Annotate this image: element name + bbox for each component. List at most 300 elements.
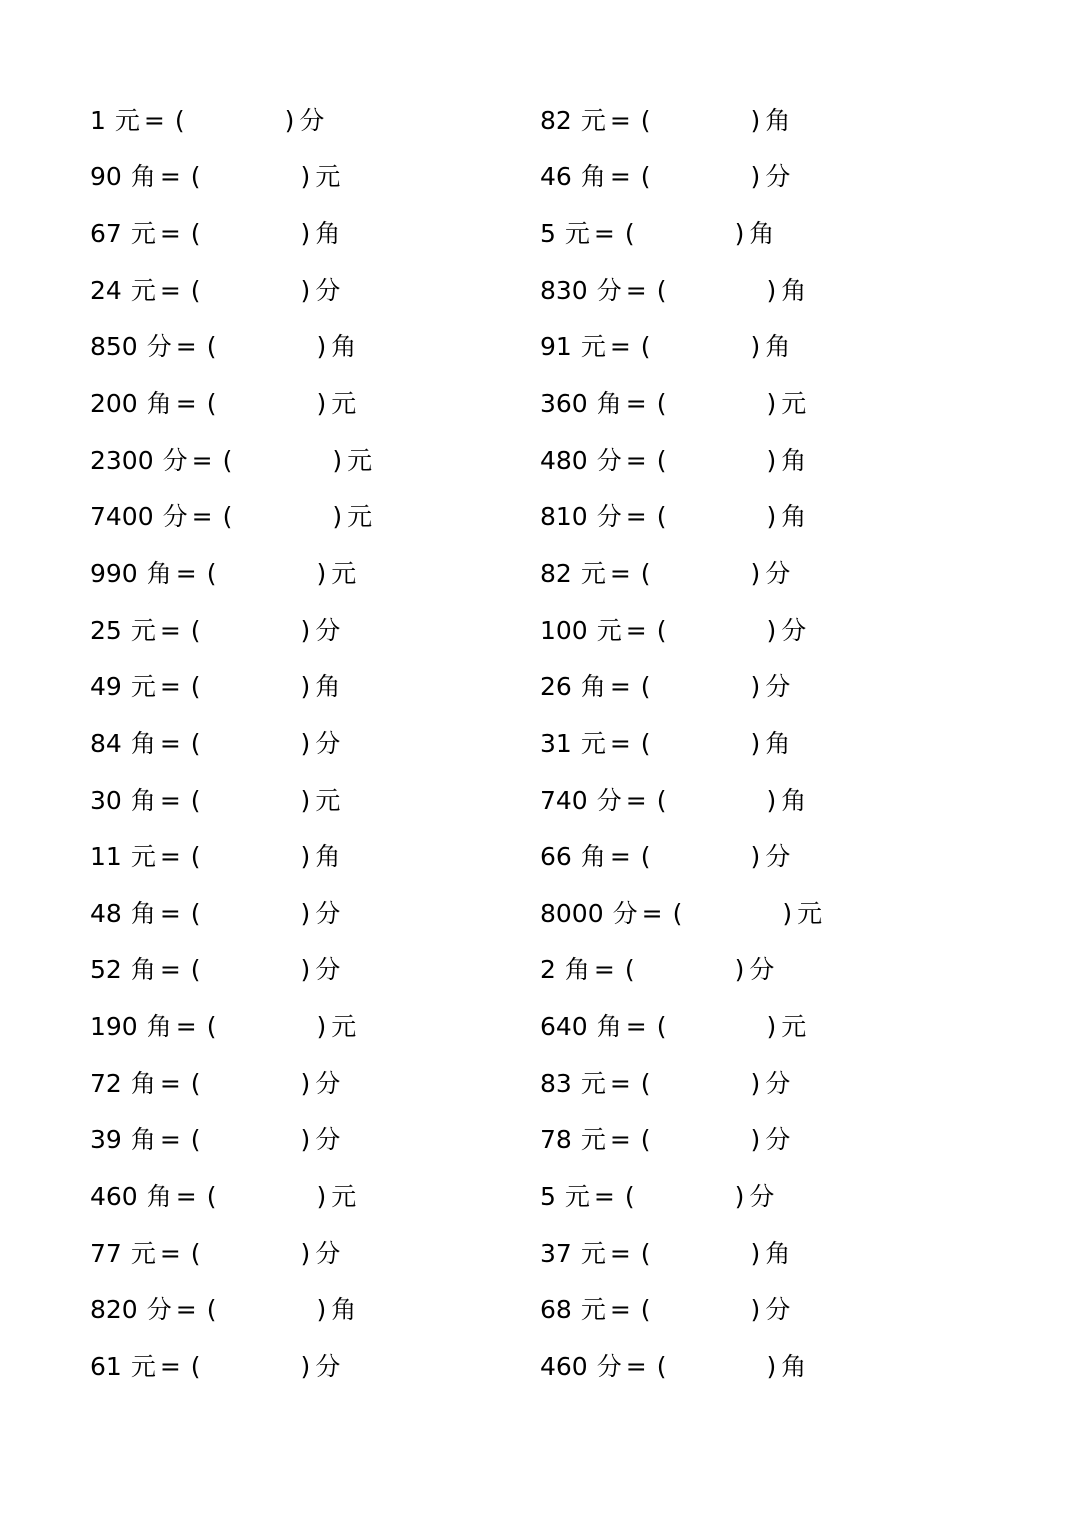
open-paren: ( bbox=[640, 558, 651, 588]
equals-sign: = bbox=[609, 162, 631, 192]
from-unit: 元 bbox=[130, 842, 156, 872]
conversion-problem bbox=[90, 262, 372, 319]
close-paren: ) bbox=[750, 1068, 761, 1098]
conversion-problem bbox=[540, 772, 822, 829]
amount-value: 46 bbox=[540, 162, 572, 192]
to-unit: 元 bbox=[315, 785, 341, 815]
conversion-problem bbox=[90, 432, 372, 489]
close-paren: ) bbox=[300, 672, 311, 702]
amount-value: 7400 bbox=[90, 502, 154, 532]
close-paren: ) bbox=[766, 1351, 777, 1381]
to-unit: 分 bbox=[765, 842, 791, 872]
from-unit: 角 bbox=[146, 389, 172, 419]
close-paren: ) bbox=[750, 332, 761, 362]
conversion-problem bbox=[540, 545, 822, 602]
amount-value: 810 bbox=[540, 502, 588, 532]
amount-value: 26 bbox=[540, 672, 572, 702]
from-unit: 元 bbox=[580, 332, 606, 362]
to-unit: 角 bbox=[315, 672, 341, 702]
equals-sign: = bbox=[593, 219, 615, 249]
conversion-problem bbox=[540, 715, 822, 772]
amount-value: 37 bbox=[540, 1238, 572, 1268]
close-paren: ) bbox=[300, 162, 311, 192]
conversion-problem bbox=[540, 1281, 822, 1338]
equals-sign: = bbox=[159, 785, 181, 815]
amount-value: 30 bbox=[90, 785, 122, 815]
conversion-problem bbox=[90, 1338, 372, 1395]
open-paren: ( bbox=[672, 898, 683, 928]
equals-sign: = bbox=[159, 1068, 181, 1098]
amount-value: 11 bbox=[90, 842, 122, 872]
amount-value: 84 bbox=[90, 728, 122, 758]
to-unit: 角 bbox=[765, 332, 791, 362]
amount-value: 5 bbox=[540, 219, 556, 249]
conversion-problem bbox=[540, 1055, 822, 1112]
from-unit: 分 bbox=[146, 1295, 172, 1325]
conversion-problem bbox=[540, 1112, 822, 1169]
conversion-problem bbox=[90, 715, 372, 772]
to-unit: 角 bbox=[331, 1295, 357, 1325]
to-unit: 分 bbox=[765, 558, 791, 588]
to-unit: 分 bbox=[765, 1125, 791, 1155]
amount-value: 990 bbox=[90, 558, 138, 588]
from-unit: 元 bbox=[580, 728, 606, 758]
from-unit: 分 bbox=[596, 1351, 622, 1381]
equals-sign: = bbox=[175, 389, 197, 419]
equals-sign: = bbox=[625, 275, 647, 305]
equals-sign: = bbox=[625, 1012, 647, 1042]
conversion-problem bbox=[540, 942, 822, 999]
amount-value: 91 bbox=[540, 332, 572, 362]
from-unit: 分 bbox=[596, 445, 622, 475]
conversion-problem bbox=[540, 149, 822, 206]
to-unit: 分 bbox=[749, 955, 775, 985]
amount-value: 67 bbox=[90, 219, 122, 249]
open-paren: ( bbox=[640, 105, 651, 135]
open-paren: ( bbox=[222, 502, 233, 532]
open-paren: ( bbox=[206, 1181, 217, 1211]
close-paren: ) bbox=[332, 445, 343, 475]
amount-value: 100 bbox=[540, 615, 588, 645]
to-unit: 角 bbox=[781, 1351, 807, 1381]
equals-sign: = bbox=[159, 672, 181, 702]
conversion-problem bbox=[540, 998, 822, 1055]
close-paren: ) bbox=[316, 332, 327, 362]
open-paren: ( bbox=[190, 1238, 201, 1268]
from-unit: 元 bbox=[130, 275, 156, 305]
close-paren: ) bbox=[766, 785, 777, 815]
equals-sign: = bbox=[159, 1238, 181, 1268]
equals-sign: = bbox=[625, 502, 647, 532]
close-paren: ) bbox=[766, 389, 777, 419]
close-paren: ) bbox=[766, 615, 777, 645]
open-paren: ( bbox=[190, 672, 201, 702]
open-paren: ( bbox=[624, 955, 635, 985]
amount-value: 460 bbox=[90, 1181, 138, 1211]
conversion-problem bbox=[540, 658, 822, 715]
to-unit: 角 bbox=[781, 445, 807, 475]
amount-value: 200 bbox=[90, 389, 138, 419]
open-paren: ( bbox=[190, 785, 201, 815]
amount-value: 72 bbox=[90, 1068, 122, 1098]
to-unit: 分 bbox=[315, 1238, 341, 1268]
conversion-problem bbox=[90, 545, 372, 602]
open-paren: ( bbox=[656, 785, 667, 815]
to-unit: 元 bbox=[331, 1012, 357, 1042]
from-unit: 角 bbox=[596, 389, 622, 419]
conversion-problem bbox=[540, 262, 822, 319]
close-paren: ) bbox=[300, 615, 311, 645]
open-paren: ( bbox=[190, 955, 201, 985]
to-unit: 分 bbox=[765, 1295, 791, 1325]
conversion-problem bbox=[540, 828, 822, 885]
equals-sign: = bbox=[159, 219, 181, 249]
from-unit: 角 bbox=[146, 558, 172, 588]
close-paren: ) bbox=[300, 785, 311, 815]
to-unit: 分 bbox=[299, 105, 325, 135]
amount-value: 2 bbox=[540, 955, 556, 985]
amount-value: 640 bbox=[540, 1012, 588, 1042]
open-paren: ( bbox=[190, 615, 201, 645]
close-paren: ) bbox=[300, 275, 311, 305]
equals-sign: = bbox=[159, 615, 181, 645]
open-paren: ( bbox=[174, 105, 185, 135]
equals-sign: = bbox=[159, 162, 181, 192]
equals-sign: = bbox=[593, 955, 615, 985]
close-paren: ) bbox=[750, 1238, 761, 1268]
equals-sign: = bbox=[609, 1125, 631, 1155]
equals-sign: = bbox=[593, 1181, 615, 1211]
from-unit: 元 bbox=[130, 672, 156, 702]
from-unit: 角 bbox=[130, 162, 156, 192]
open-paren: ( bbox=[656, 615, 667, 645]
from-unit: 角 bbox=[580, 672, 606, 702]
open-paren: ( bbox=[190, 1125, 201, 1155]
from-unit: 元 bbox=[580, 558, 606, 588]
amount-value: 31 bbox=[540, 728, 572, 758]
conversion-problem bbox=[90, 375, 372, 432]
from-unit: 元 bbox=[130, 219, 156, 249]
open-paren: ( bbox=[640, 1295, 651, 1325]
open-paren: ( bbox=[656, 389, 667, 419]
equals-sign: = bbox=[609, 1238, 631, 1268]
amount-value: 2300 bbox=[90, 445, 154, 475]
equals-sign: = bbox=[191, 502, 213, 532]
conversion-problem bbox=[90, 149, 372, 206]
conversion-problem bbox=[540, 432, 822, 489]
close-paren: ) bbox=[734, 955, 745, 985]
to-unit: 元 bbox=[347, 445, 373, 475]
equals-sign: = bbox=[609, 558, 631, 588]
from-unit: 分 bbox=[596, 785, 622, 815]
from-unit: 元 bbox=[580, 105, 606, 135]
from-unit: 分 bbox=[596, 275, 622, 305]
to-unit: 分 bbox=[315, 728, 341, 758]
to-unit: 分 bbox=[315, 275, 341, 305]
to-unit: 元 bbox=[331, 389, 357, 419]
equals-sign: = bbox=[175, 1181, 197, 1211]
equals-sign: = bbox=[609, 332, 631, 362]
open-paren: ( bbox=[190, 898, 201, 928]
open-paren: ( bbox=[190, 275, 201, 305]
amount-value: 24 bbox=[90, 275, 122, 305]
to-unit: 分 bbox=[781, 615, 807, 645]
amount-value: 61 bbox=[90, 1351, 122, 1381]
close-paren: ) bbox=[734, 1181, 745, 1211]
to-unit: 角 bbox=[749, 219, 775, 249]
close-paren: ) bbox=[316, 389, 327, 419]
open-paren: ( bbox=[656, 275, 667, 305]
to-unit: 分 bbox=[315, 1068, 341, 1098]
amount-value: 740 bbox=[540, 785, 588, 815]
conversion-problem bbox=[540, 1338, 822, 1395]
equals-sign: = bbox=[143, 105, 165, 135]
to-unit: 分 bbox=[765, 672, 791, 702]
open-paren: ( bbox=[206, 1295, 217, 1325]
from-unit: 角 bbox=[596, 1012, 622, 1042]
amount-value: 82 bbox=[540, 558, 572, 588]
equals-sign: = bbox=[609, 672, 631, 702]
close-paren: ) bbox=[316, 1295, 327, 1325]
amount-value: 8000 bbox=[540, 898, 604, 928]
equals-sign: = bbox=[159, 275, 181, 305]
conversion-problem bbox=[90, 92, 372, 149]
to-unit: 分 bbox=[765, 162, 791, 192]
close-paren: ) bbox=[750, 728, 761, 758]
right-problem-column bbox=[540, 92, 822, 1395]
open-paren: ( bbox=[190, 728, 201, 758]
amount-value: 83 bbox=[540, 1068, 572, 1098]
from-unit: 角 bbox=[146, 1012, 172, 1042]
equals-sign: = bbox=[175, 1295, 197, 1325]
to-unit: 元 bbox=[315, 162, 341, 192]
to-unit: 元 bbox=[781, 389, 807, 419]
conversion-problem bbox=[90, 772, 372, 829]
open-paren: ( bbox=[624, 1181, 635, 1211]
from-unit: 角 bbox=[130, 785, 156, 815]
conversion-problem bbox=[90, 1281, 372, 1338]
close-paren: ) bbox=[300, 219, 311, 249]
amount-value: 49 bbox=[90, 672, 122, 702]
from-unit: 元 bbox=[564, 1181, 590, 1211]
to-unit: 分 bbox=[315, 1351, 341, 1381]
equals-sign: = bbox=[191, 445, 213, 475]
equals-sign: = bbox=[625, 615, 647, 645]
conversion-problem bbox=[540, 92, 822, 149]
to-unit: 分 bbox=[749, 1181, 775, 1211]
from-unit: 角 bbox=[146, 1181, 172, 1211]
to-unit: 元 bbox=[781, 1012, 807, 1042]
open-paren: ( bbox=[640, 1238, 651, 1268]
conversion-problem bbox=[540, 885, 822, 942]
amount-value: 480 bbox=[540, 445, 588, 475]
from-unit: 元 bbox=[114, 105, 140, 135]
open-paren: ( bbox=[640, 1125, 651, 1155]
from-unit: 分 bbox=[146, 332, 172, 362]
conversion-problem bbox=[540, 205, 822, 262]
to-unit: 分 bbox=[315, 955, 341, 985]
amount-value: 5 bbox=[540, 1181, 556, 1211]
open-paren: ( bbox=[206, 558, 217, 588]
amount-value: 68 bbox=[540, 1295, 572, 1325]
amount-value: 1 bbox=[90, 105, 106, 135]
open-paren: ( bbox=[190, 219, 201, 249]
close-paren: ) bbox=[332, 502, 343, 532]
from-unit: 角 bbox=[580, 842, 606, 872]
equals-sign: = bbox=[159, 728, 181, 758]
open-paren: ( bbox=[190, 162, 201, 192]
open-paren: ( bbox=[206, 332, 217, 362]
from-unit: 元 bbox=[130, 615, 156, 645]
open-paren: ( bbox=[190, 1351, 201, 1381]
open-paren: ( bbox=[656, 1351, 667, 1381]
conversion-problem bbox=[90, 205, 372, 262]
to-unit: 角 bbox=[765, 1238, 791, 1268]
open-paren: ( bbox=[206, 389, 217, 419]
amount-value: 90 bbox=[90, 162, 122, 192]
from-unit: 元 bbox=[596, 615, 622, 645]
conversion-problem bbox=[90, 1112, 372, 1169]
open-paren: ( bbox=[656, 445, 667, 475]
open-paren: ( bbox=[190, 842, 201, 872]
amount-value: 77 bbox=[90, 1238, 122, 1268]
from-unit: 角 bbox=[130, 1068, 156, 1098]
from-unit: 元 bbox=[580, 1238, 606, 1268]
conversion-problem bbox=[540, 319, 822, 376]
conversion-problem bbox=[90, 1168, 372, 1225]
open-paren: ( bbox=[222, 445, 233, 475]
equals-sign: = bbox=[175, 332, 197, 362]
from-unit: 元 bbox=[580, 1125, 606, 1155]
equals-sign: = bbox=[159, 955, 181, 985]
open-paren: ( bbox=[640, 332, 651, 362]
close-paren: ) bbox=[316, 1012, 327, 1042]
close-paren: ) bbox=[734, 219, 745, 249]
open-paren: ( bbox=[656, 502, 667, 532]
from-unit: 角 bbox=[580, 162, 606, 192]
conversion-problem bbox=[540, 1225, 822, 1282]
from-unit: 元 bbox=[130, 1238, 156, 1268]
close-paren: ) bbox=[300, 1351, 311, 1381]
close-paren: ) bbox=[300, 898, 311, 928]
close-paren: ) bbox=[316, 558, 327, 588]
equals-sign: = bbox=[159, 1351, 181, 1381]
to-unit: 元 bbox=[331, 558, 357, 588]
close-paren: ) bbox=[316, 1181, 327, 1211]
to-unit: 角 bbox=[781, 275, 807, 305]
to-unit: 分 bbox=[315, 615, 341, 645]
close-paren: ) bbox=[300, 1238, 311, 1268]
close-paren: ) bbox=[284, 105, 295, 135]
equals-sign: = bbox=[625, 1351, 647, 1381]
amount-value: 39 bbox=[90, 1125, 122, 1155]
from-unit: 分 bbox=[596, 502, 622, 532]
close-paren: ) bbox=[300, 728, 311, 758]
from-unit: 角 bbox=[130, 728, 156, 758]
to-unit: 角 bbox=[781, 502, 807, 532]
amount-value: 460 bbox=[540, 1351, 588, 1381]
from-unit: 角 bbox=[564, 955, 590, 985]
conversion-problem bbox=[90, 602, 372, 659]
amount-value: 190 bbox=[90, 1012, 138, 1042]
equals-sign: = bbox=[625, 785, 647, 815]
close-paren: ) bbox=[766, 502, 777, 532]
conversion-problem bbox=[90, 828, 372, 885]
conversion-problem bbox=[90, 658, 372, 715]
from-unit: 元 bbox=[580, 1068, 606, 1098]
to-unit: 角 bbox=[315, 219, 341, 249]
amount-value: 52 bbox=[90, 955, 122, 985]
open-paren: ( bbox=[190, 1068, 201, 1098]
amount-value: 66 bbox=[540, 842, 572, 872]
amount-value: 25 bbox=[90, 615, 122, 645]
to-unit: 角 bbox=[331, 332, 357, 362]
amount-value: 82 bbox=[540, 105, 572, 135]
left-problem-column bbox=[90, 92, 372, 1395]
conversion-problem bbox=[540, 488, 822, 545]
to-unit: 元 bbox=[797, 898, 823, 928]
from-unit: 角 bbox=[130, 898, 156, 928]
to-unit: 元 bbox=[331, 1181, 357, 1211]
to-unit: 分 bbox=[315, 898, 341, 928]
from-unit: 元 bbox=[564, 219, 590, 249]
equals-sign: = bbox=[175, 1012, 197, 1042]
close-paren: ) bbox=[766, 275, 777, 305]
close-paren: ) bbox=[750, 1125, 761, 1155]
open-paren: ( bbox=[640, 672, 651, 702]
equals-sign: = bbox=[609, 1295, 631, 1325]
conversion-problem bbox=[90, 1055, 372, 1112]
equals-sign: = bbox=[609, 105, 631, 135]
to-unit: 角 bbox=[315, 842, 341, 872]
conversion-problem bbox=[90, 1225, 372, 1282]
close-paren: ) bbox=[750, 672, 761, 702]
to-unit: 角 bbox=[765, 728, 791, 758]
equals-sign: = bbox=[609, 1068, 631, 1098]
from-unit: 角 bbox=[130, 955, 156, 985]
to-unit: 角 bbox=[765, 105, 791, 135]
open-paren: ( bbox=[640, 728, 651, 758]
equals-sign: = bbox=[175, 558, 197, 588]
to-unit: 分 bbox=[315, 1125, 341, 1155]
close-paren: ) bbox=[300, 842, 311, 872]
close-paren: ) bbox=[300, 955, 311, 985]
conversion-problem bbox=[90, 998, 372, 1055]
amount-value: 360 bbox=[540, 389, 588, 419]
equals-sign: = bbox=[609, 728, 631, 758]
equals-sign: = bbox=[609, 842, 631, 872]
close-paren: ) bbox=[750, 842, 761, 872]
from-unit: 元 bbox=[130, 1351, 156, 1381]
close-paren: ) bbox=[300, 1125, 311, 1155]
conversion-problem bbox=[540, 1168, 822, 1225]
open-paren: ( bbox=[656, 1012, 667, 1042]
close-paren: ) bbox=[750, 162, 761, 192]
close-paren: ) bbox=[750, 105, 761, 135]
close-paren: ) bbox=[750, 1295, 761, 1325]
close-paren: ) bbox=[750, 558, 761, 588]
amount-value: 820 bbox=[90, 1295, 138, 1325]
from-unit: 元 bbox=[580, 1295, 606, 1325]
from-unit: 分 bbox=[162, 445, 188, 475]
open-paren: ( bbox=[640, 162, 651, 192]
open-paren: ( bbox=[640, 842, 651, 872]
to-unit: 分 bbox=[765, 1068, 791, 1098]
open-paren: ( bbox=[640, 1068, 651, 1098]
to-unit: 角 bbox=[781, 785, 807, 815]
open-paren: ( bbox=[624, 219, 635, 249]
open-paren: ( bbox=[206, 1012, 217, 1042]
